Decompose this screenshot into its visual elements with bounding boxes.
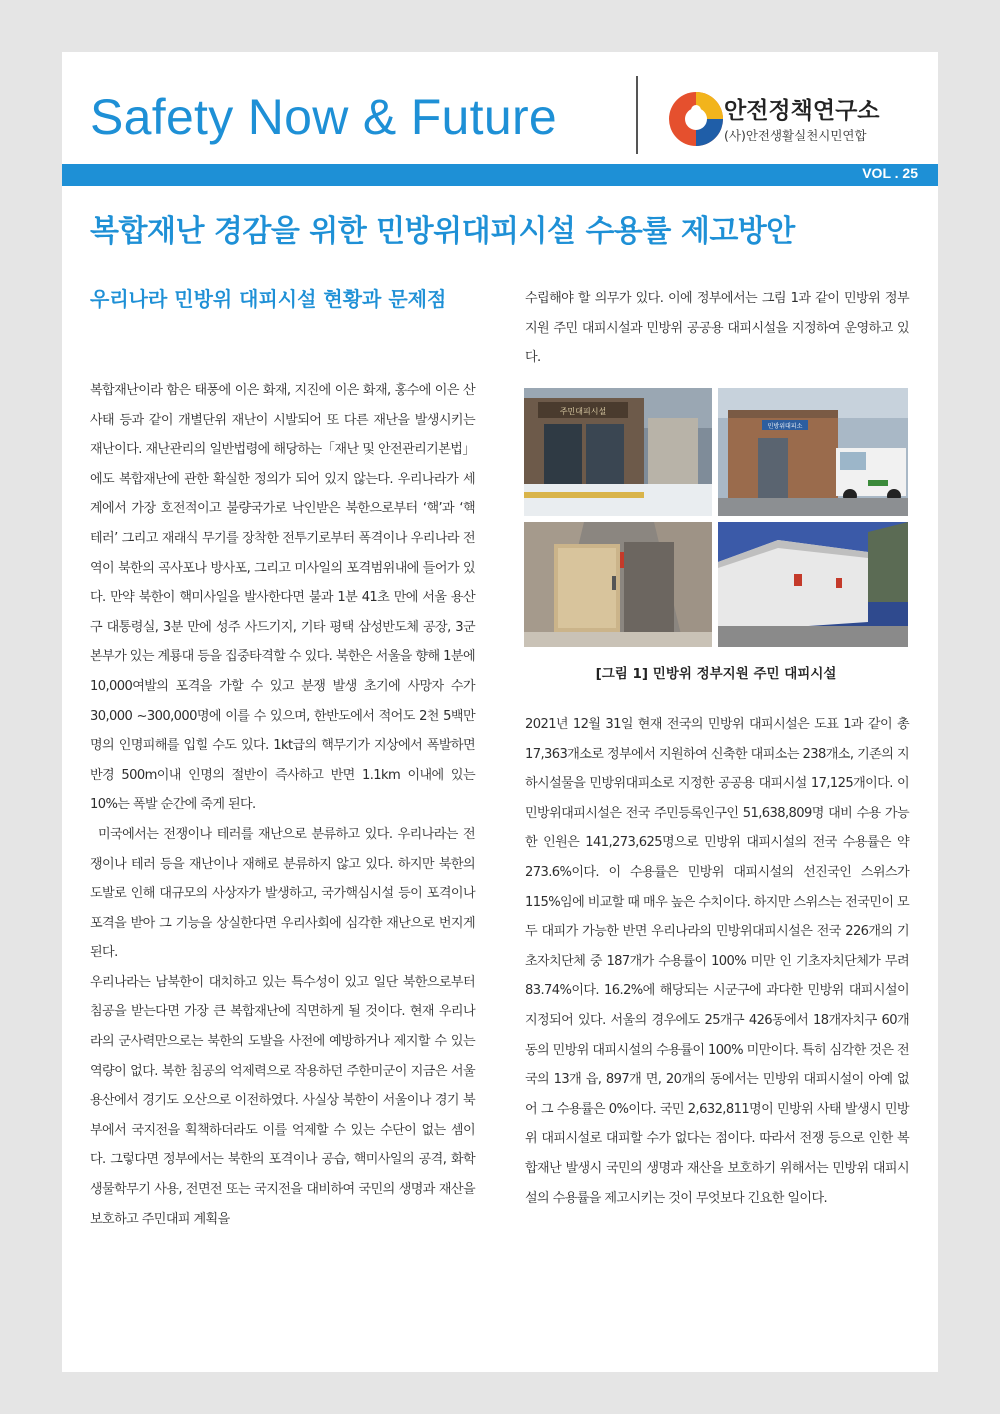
right-column-top [525, 284, 909, 373]
article-headline: 복합재난 경감을 위한 민방위대피시설 수용률 제고방안 [90, 214, 795, 249]
body-paragraph: 미국에서는 전쟁이나 테러를 재난으로 분류하고 있다. 우리나라는 전쟁이나 테러 등을 재난이나 재해로 분류하지 않고 있다. 하지만 북한의 도발로 인해 대규모의 사상자가 발생하고, 국가핵심시설 등이 포격이나 포격을 받아 그 기능을 상실한다면 우리사회에 심각한 재난으로 번지게 된다. [90, 826, 475, 961]
shelter-photo-3 [524, 522, 712, 647]
section-title: 우리나라 민방위 대피시설 현황과 문제점 [90, 287, 447, 311]
body-paragraph: 우리나라는 남북한이 대치하고 있는 특수성이 있고 일단 북한으로부터 침공을 받는다면 가장 큰 복합재난에 직면하게 될 것이다. 현재 우리나라의 군사력만으로는 북한의 도발을 사전에 예방하거나 제지할 수 있는 역량이 없다. 북한 침공의 억제력으로 작용하던 주한미군이 지금은 서울 용산에서 경기도 오산으로 이전하였다. 사실상 북한이 서울이나 경기 북부에서 국지전을 획책하더라도 이를 억제할 수 있는 수단이 없는 셈이다. 그렇다면 정부에서는 북한의 포격이나 공습, 핵미사일의 공격, 화학 생물학무기 사용, 전면전 또는 국지전을 대비하여 국민의 생명과 재산을 보호하고 주민대피 계획을 [90, 974, 475, 1227]
newsletter-title: Safety Now & Future [90, 89, 558, 145]
shelter-photo-1 [524, 388, 712, 516]
volume-bar [62, 164, 938, 186]
photo-sign-text: 주민대피시설 [559, 407, 607, 416]
org-subtitle: (사)안전생활실천시민연합 [724, 128, 867, 143]
newsletter-page [62, 52, 938, 1372]
org-logo-icon [665, 88, 727, 150]
shelter-photo-4 [718, 522, 908, 647]
left-column [90, 376, 475, 1234]
figure-caption: [그림 1] 민방위 정부지원 주민 대피시설 [595, 666, 837, 682]
body-paragraph: 2021년 12월 31일 현재 전국의 민방위 대피시설은 도표 1과 같이 총 17,363개소로 정부에서 지원하여 신축한 대피소는 238개소, 기존의 지하시설물을 민방위대피소로 지정한 공공용 대피시설 17,125개이다. 이 민방위대피시설은 전국 주민등록인구인 51,638,809명 대비 수용 가능한 인원은 141,273,625명으로 민방위 대피시설의 전국 수용률은 약 273.6%이다. 이 수용률은 민방위 대피시설의 선진국인 스위스가 115%임에 비교할 때 매우 높은 수치이다. 하지만 스위스는 전국민이 모두 대피가 가능한 반면 우리나라의 민방위대피시설은 전국 226개의 기초자치단체 중 187개가 수용률이 100% 미만 인 기초자치단체가 무려 83.74%이다. 16.2%에 해당되는 시군구에 과다한 민방위 대피시설이 지정되어 있다. 서울의 경우에도 25개구 426동에서 18개자치구 60개 동의 민방위 대피시설의 수용률이 100% 미만이다. 특히 심각한 것은 전국의 13개 읍, 897개 면, 20개의 동에서는 민방위 대피시설이 아예 없어 그 수용률은 0%이다. 국민 2,632,811명이 민방위 사태 발생시 민방위 대피시설로 대피할 수가 없다는 점이다. 따라서 전쟁 등으로 인한 복합재난 발생시 국민의 생명과 재산을 보호하기 위해서는 민방위 대피시설의 수용률을 제고시키는 것이 무엇보다 긴요한 일이다. [525, 717, 909, 1206]
volume-label: VOL . 25 [862, 165, 918, 181]
shelter-photo-2 [718, 388, 908, 516]
body-paragraph: 수립해야 할 의무가 있다. 이에 정부에서는 그림 1과 같이 민방위 정부지원 주민 대피시설과 민방위 공공용 대피시설을 지정하여 운영하고 있다. [525, 291, 909, 366]
body-paragraph: 복합재난이라 함은 태풍에 이은 화재, 지진에 이은 화재, 홍수에 이은 산사태 등과 같이 개별단위 재난이 시발되어 또 다른 재난을 발생시키는 재난이다. 재난관리의 일반법령에 해당하는「재난 및 안전관리기본법」에도 복합재난에 관한 확실한 정의가 되어 있지 않는다. 우리나라가 세계에서 가장 호전적이고 불량국가로 낙인받은 북한으로부터 ‘핵’과 ‘핵테러’ 그리고 재래식 무기를 장착한 전투기로부터 폭격이나 우리나라 전역이 북한의 곡사포나 방사포, 그리고 미사일의 포격범위내에 들어가 있다. 만약 북한이 핵미사일을 발사한다면 불과 1분 41초 만에 서울 용산구 대통령실, 3분 만에 성주 사드기지, 기타 평택 삼성반도체 공장, 3군 본부가 있는 계룡대 등을 집중타격할 수 있다. 북한은 서울을 향해 1분에 10,000여발의 포격을 가할 수 있고 분쟁 발생 초기에 사망자 수가 30,000 ~300,000명에 이를 수 있으며, 한반도에서 적어도 2천 5백만 명의 인명피해를 입힐 수도 있다. 1kt급의 핵무기가 지상에서 폭발하면 반경 500m이내 인명의 절반이 즉사하고 반면 1.1km 이내에 있는 10%는 폭발 순간에 죽게 된다. [90, 383, 475, 813]
masthead-divider [636, 76, 638, 154]
figure-photo-grid [524, 388, 908, 647]
org-name: 안전정책연구소 [724, 98, 880, 124]
photo-sign-text: 민방위대피소 [767, 423, 803, 430]
right-column-bottom [525, 710, 909, 1213]
